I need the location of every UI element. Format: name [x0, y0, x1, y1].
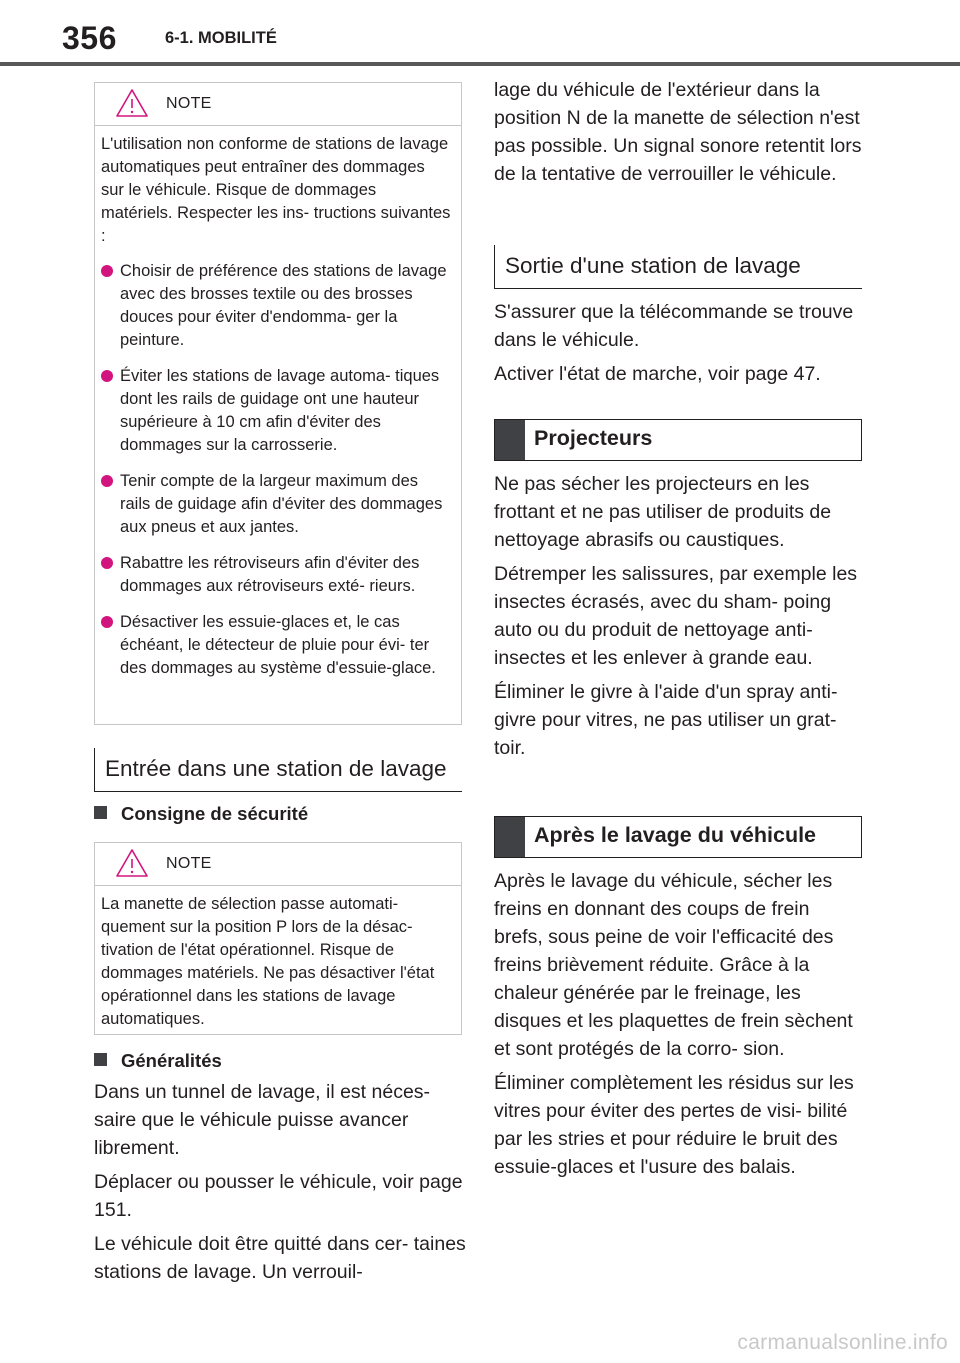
note-bullet-item: Choisir de préférence des stations de lavage avec des brosses textile ou des brosses douces pour éviter d'endomma- ger la peinture.: [101, 260, 451, 352]
note-box-2: [94, 842, 462, 1035]
heading-bar: [495, 420, 525, 460]
after-wash-body-text: [494, 867, 862, 1187]
paragraph: Activer l'état de marche, voir page 47.: [494, 363, 821, 385]
page-number: 356: [62, 20, 117, 56]
warning-triangle-icon: [115, 848, 149, 878]
paragraph: lage du véhicule de l'extérieur dans la position N de la manette de sélection n'est pas possible. Un signal sonore retentit lors de la tentative de verrouiller le véhicule.: [494, 79, 862, 185]
note-bullet-item: Désactiver les essuie-glaces et, le cas échéant, le détecteur de pluie pour évi- ter des dommages au système d'essuie-glace.: [101, 611, 451, 680]
left-body-text: [94, 1078, 466, 1292]
warning-triangle-icon: [115, 88, 149, 118]
note-body: [95, 886, 461, 1043]
headlights-body-text: [494, 470, 862, 768]
note-header: [95, 843, 461, 886]
subheading-safety: Consigne de sécurité: [94, 803, 308, 825]
note-intro: L'utilisation non conforme de stations de lavage automatiques peut entraîner des dommages sur le véhicule. Risque de dommages matériels. Respecter les ins- tructions suivantes :: [101, 135, 451, 245]
watermark: carmanualsonline.info: [737, 1331, 948, 1354]
paragraph: Ne pas sécher les projecteurs en les frottant et ne pas utiliser de produits de nettoyage abrasifs ou caustiques.: [494, 473, 832, 551]
bullet-dot-icon: [101, 616, 113, 628]
note-text: La manette de sélection passe automati- quement sur la position P lors de la désac- tivation de l'état opérationnel. Risque de dommages matériels. Ne pas désactiver l'état opérationnel dans les stations de lavage automatiques.: [101, 895, 435, 1028]
subheading-general: Généralités: [94, 1050, 222, 1072]
paragraph: Dans un tunnel de lavage, il est néces- saire que le véhicule puisse avancer librement.: [94, 1081, 431, 1159]
square-bullet-icon: [94, 1053, 107, 1066]
header-rule: [0, 62, 960, 66]
note-body: [95, 126, 461, 692]
bullet-dot-icon: [101, 557, 113, 569]
bullet-dot-icon: [101, 475, 113, 487]
paragraph: Éliminer complètement les résidus sur les vitres pour éviter des pertes de visi- bilité par les stries et pour réduire le bruit des essuie-glaces et l'usure des balais.: [494, 1072, 854, 1178]
note-header: [95, 83, 461, 126]
note-bullet-item: Tenir compte de la largeur maximum des rails de guidage afin d'éviter des dommages aux pneus et aux jantes.: [101, 470, 451, 539]
paragraph: Après le lavage du véhicule, sécher les freins en donnant des coups de frein brefs, sous peine de voir l'efficacité des freins brièvement réduite. Grâce à la chaleur générée par le freinage, les disques et les plaquettes de frein sèchent et sont protégés de la corro- sion.: [494, 870, 853, 1060]
square-bullet-icon: [94, 806, 107, 819]
paragraph: Détremper les salissures, par exemple les insectes écrasés, avec du sham- poing auto ou du produit de nettoyage anti-insectes et les enlever à grande eau.: [494, 563, 858, 669]
note-box-1: [94, 82, 462, 725]
paragraph: Le véhicule doit être quitté dans cer- taines stations de lavage. Un verrouil-: [94, 1233, 466, 1283]
section-heading-exit: Sortie d'une station de lavage: [494, 245, 862, 289]
paragraph: S'assurer que la télécommande se trouve dans le véhicule.: [494, 301, 854, 351]
heading-bar: [495, 817, 525, 857]
chapter-title: 6-1. MOBILITÉ: [165, 29, 277, 47]
paragraph: Éliminer le givre à l'aide d'un spray anti- givre pour vitres, ne pas utiliser un grat- toir.: [494, 681, 838, 759]
section-heading-headlights: Projecteurs: [494, 419, 862, 461]
exit-body-text: [494, 298, 862, 394]
note-bullet-list: [101, 260, 451, 680]
note-title: NOTE: [166, 855, 212, 872]
bullet-dot-icon: [101, 265, 113, 277]
section-heading-after-wash: Après le lavage du véhicule: [494, 816, 862, 858]
section-heading-entry: Entrée dans une station de lavage: [94, 748, 462, 792]
note-bullet-item: Rabattre les rétroviseurs afin d'éviter des dommages aux rétroviseurs exté- rieurs.: [101, 552, 451, 598]
note-bullet-item: Éviter les stations de lavage automa- tiques dont les rails de guidage ont une hauteur supérieure à 10 cm afin d'éviter des dommages sur la carrosserie.: [101, 365, 451, 457]
note-title: NOTE: [166, 95, 212, 112]
bullet-dot-icon: [101, 370, 113, 382]
paragraph: Déplacer ou pousser le véhicule, voir page 151.: [94, 1171, 463, 1221]
right-top-text: [494, 76, 862, 188]
